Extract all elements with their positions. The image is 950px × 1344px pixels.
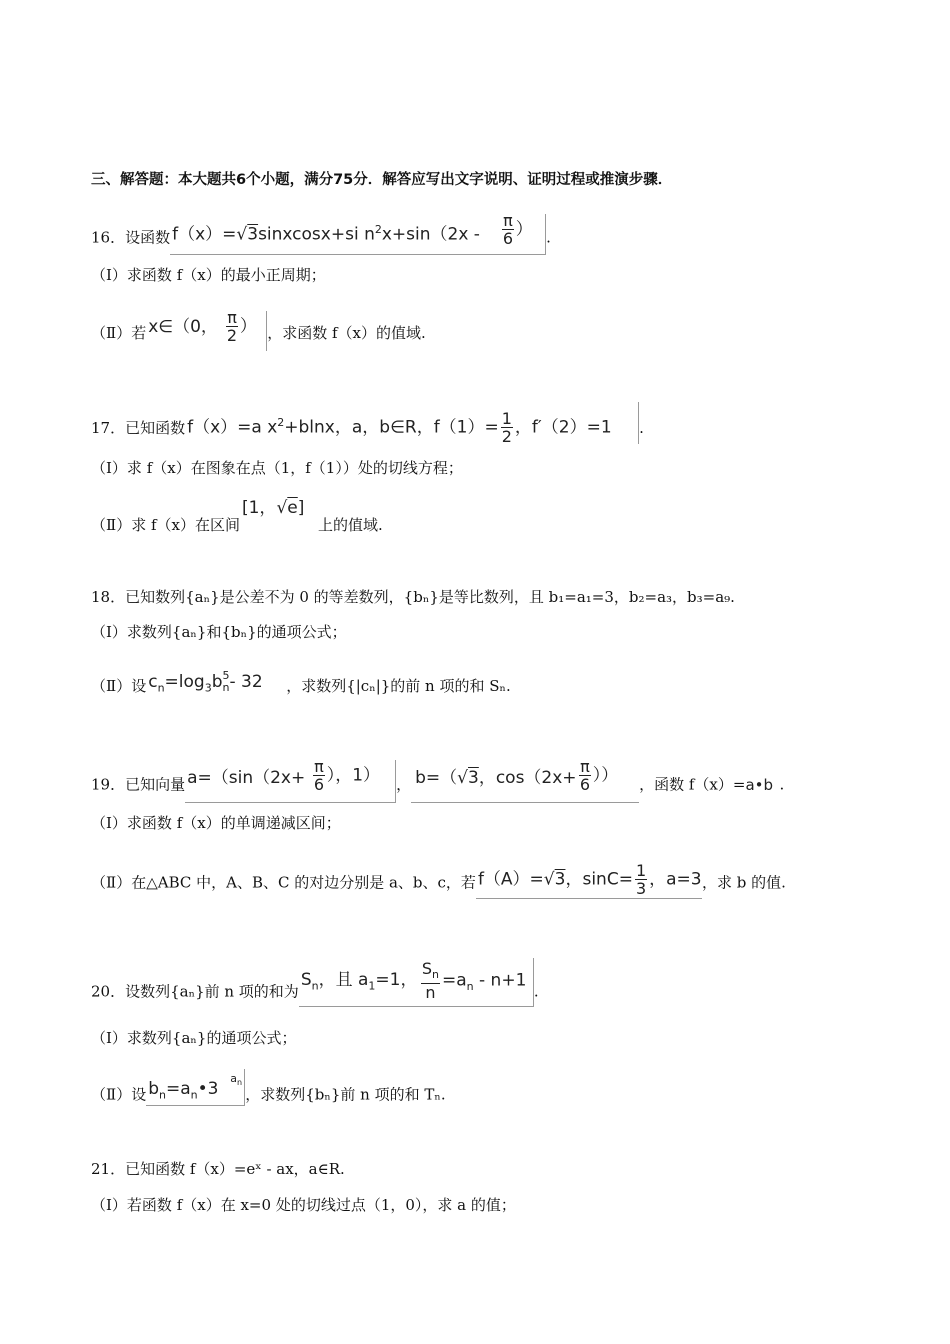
q17-part2 bbox=[91, 498, 383, 546]
q19-vec-b-image: b=（√3，cos（2x+ $\frac{\pi}{6}$ ）） bbox=[411, 760, 639, 803]
q18-formula-tail: - 32 bbox=[229, 672, 263, 692]
q19-part2-formula-image: f（A）=√3，sinC= $\frac{1}{3}$ ，a=3 bbox=[476, 856, 702, 899]
q19-dot-image bbox=[745, 771, 779, 797]
q20-formula-s: S bbox=[300, 970, 312, 990]
q19-part2-formula-c: ，a=3 bbox=[649, 869, 702, 890]
q19-part2-frac-den: 3 bbox=[635, 879, 647, 898]
q18-part1: （Ⅰ）求数列{aₙ}和{bₙ}的通项公式； bbox=[91, 623, 347, 641]
q19-vec-a-fraction bbox=[313, 758, 325, 793]
q17-part1: （Ⅰ）求 f（x）在图象在点（1，f（1））处的切线方程； bbox=[91, 459, 463, 477]
q16-frac-num: π bbox=[503, 211, 513, 230]
q17-interval-sqrt: e bbox=[287, 498, 298, 518]
q16-frac-den: 6 bbox=[502, 229, 513, 248]
q20-part2-b: b bbox=[148, 1079, 159, 1099]
q20-part2-sup-n: n bbox=[236, 1078, 243, 1088]
q16-stem-prefix: 16．设函数 bbox=[91, 228, 171, 247]
q19-part2-formula-a: f（A）= bbox=[477, 869, 544, 890]
q19-dot-formula: a•b bbox=[745, 775, 774, 794]
q20-stem-prefix: 20．设数列{aₙ}前 n 项的和为 bbox=[91, 982, 299, 1001]
q17-fraction bbox=[501, 410, 513, 445]
q20-formula-image bbox=[299, 958, 534, 1007]
q18-formula-image bbox=[146, 666, 286, 698]
q16-formula-lhs: f（x）= bbox=[172, 224, 237, 245]
q20-part2-suffix: ，求数列{bₙ}前 n 项的和 Tₙ. bbox=[245, 1085, 446, 1104]
q20-formula-sn: n bbox=[311, 979, 319, 993]
q16-part2-prefix: （Ⅱ）若 bbox=[91, 324, 147, 342]
q20-fraction bbox=[421, 960, 440, 1001]
q20-part2-prefix: （Ⅱ）设 bbox=[91, 1085, 147, 1104]
q20-formula-eq1: =1， bbox=[375, 970, 418, 990]
q20-part2-eq: =a bbox=[165, 1079, 191, 1099]
q16-formula-sqrt: 3 bbox=[247, 224, 259, 245]
q19-vec-a-close: ），1） bbox=[326, 765, 381, 786]
q19-stem-mid: ，函数 f（x）= bbox=[639, 775, 746, 794]
q20-frac-num-s: S bbox=[421, 959, 432, 978]
q19-vec-a-image bbox=[185, 757, 396, 803]
q19-vec-b-mid: ，cos（2x+ bbox=[478, 768, 577, 788]
q20-part1: （Ⅰ）求数列{aₙ}的通项公式； bbox=[91, 1029, 297, 1047]
q17-interval-close: ] bbox=[297, 498, 305, 518]
q19-part2-formula-b: ，sinC= bbox=[565, 869, 633, 890]
q19-stem bbox=[91, 757, 785, 807]
q19-vec-b-close: ）） bbox=[592, 765, 619, 786]
q16-stem-suffix: . bbox=[546, 228, 551, 247]
q19-vec-b-formula: b=（ bbox=[415, 768, 458, 788]
q20-stem-suffix: . bbox=[533, 982, 539, 1001]
q17-frac-den: 2 bbox=[501, 427, 512, 446]
q20-part2 bbox=[91, 1072, 446, 1114]
q18-formula-b: b bbox=[211, 672, 223, 692]
q16-part2-fraction bbox=[226, 309, 238, 344]
q19-part2-fraction bbox=[635, 862, 647, 897]
q17-stem-suffix: . bbox=[639, 419, 644, 437]
q19-part2-frac-num: 1 bbox=[635, 861, 647, 880]
q17-frac-num: 1 bbox=[501, 409, 512, 428]
q20-formula-an: n bbox=[466, 979, 474, 993]
q19-stem-prefix: 19．已知向量 bbox=[91, 775, 186, 794]
q17-formula-b: +blnx，a，b∈R，f（1）= bbox=[284, 417, 499, 438]
q18-part2 bbox=[91, 671, 511, 703]
q19-vec-b-frac-den: 6 bbox=[579, 775, 591, 794]
q16-fraction bbox=[502, 212, 514, 247]
q17-interval-open: [1， bbox=[241, 498, 277, 518]
q21-part1: （Ⅰ）若函数 f（x）在 x=0 处的切线过点（1，0），求 a 的值； bbox=[91, 1196, 516, 1214]
q16-part2-frac-den: 2 bbox=[226, 326, 238, 345]
q20-part2-an: n bbox=[190, 1088, 198, 1102]
q20-part2-dot3: •3 bbox=[197, 1079, 219, 1099]
q18-part2-prefix: （Ⅱ）设 bbox=[91, 677, 147, 695]
q19-part2-prefix: （Ⅱ）在△ABC 中，A、B、C 的对边分别是 a、b、c，若 bbox=[91, 873, 476, 892]
q16-part2-close: ） bbox=[239, 316, 257, 337]
q19-vec-a-frac-den: 6 bbox=[313, 775, 324, 794]
section-header: 三、解答题：本大题共6个小题，满分75分．解答应写出文字说明、证明过程或推演步骤． bbox=[91, 172, 673, 188]
q17-interval-image: [1，√e] bbox=[241, 498, 305, 518]
q16-formula-image: f（x）=√3sinxcosx+si $n^2x+\sin(2x$ - $\frac{\pi}{6}$ ） bbox=[170, 214, 546, 255]
q20-formula-1: 1 bbox=[368, 979, 376, 993]
q18-formula-base: 3 bbox=[204, 681, 212, 695]
q20-part2-sup-a: a bbox=[230, 1072, 237, 1085]
q20-formula-eq2: =a bbox=[441, 970, 467, 991]
q16-formula-sup: 2 bbox=[374, 223, 382, 236]
q17-part2-suffix: 上的值域. bbox=[317, 516, 383, 534]
q16-part2-frac-num: π bbox=[227, 308, 237, 327]
q20-frac-num bbox=[421, 960, 440, 984]
q17-formula-a: f（x）=a x bbox=[187, 417, 278, 438]
q18-stem: 18．已知数列{aₙ}是公差不为 0 的等差数列，{bₙ}是等比数列，且 b₁=a₁=3，b₂=a₃，b₃=a₉. bbox=[91, 588, 735, 606]
q18-formula-eq: =log bbox=[164, 672, 205, 692]
q19-part2 bbox=[91, 862, 786, 905]
q19-part1: （Ⅰ）求函数 f（x）的单调递减区间； bbox=[91, 814, 341, 832]
q16-part2-formula-image bbox=[146, 308, 267, 351]
q17-stem bbox=[91, 408, 644, 450]
q18-formula-n1: n bbox=[157, 681, 165, 695]
q18-formula-sup5: 5 bbox=[222, 669, 230, 682]
q20-formula-tail: - n+1 bbox=[473, 970, 527, 991]
q19-part2-suffix: ，求 b 的值. bbox=[701, 873, 786, 892]
q20-part2-formula-image bbox=[146, 1069, 245, 1106]
q21-stem: 21．已知函数 f（x）=eˣ - ax，a∈R. bbox=[91, 1160, 345, 1178]
q18-formula-n2: n bbox=[222, 681, 230, 694]
q19-vec-a-formula: a=（sin（2x+ bbox=[187, 768, 306, 788]
q17-formula-image bbox=[185, 402, 639, 444]
q20-stem bbox=[91, 959, 539, 1017]
q18-formula-c: c bbox=[148, 672, 158, 692]
q19-vec-b-fraction bbox=[579, 758, 591, 793]
q19-vec-b-sqrt: 3 bbox=[468, 768, 479, 788]
q20-formula-mid: ，且 a bbox=[318, 970, 369, 990]
q16-formula-close: ） bbox=[515, 219, 533, 240]
q16-formula-tail: x+sin（2x - bbox=[381, 224, 480, 245]
q16-part1: （Ⅰ）求函数 f（x）的最小正周期； bbox=[91, 266, 326, 284]
q16-formula-mid: sinxcosx+si n bbox=[258, 224, 375, 245]
q17-formula-sup: 2 bbox=[277, 415, 285, 429]
q20-frac-num-sub: n bbox=[431, 968, 439, 982]
q19-stem-suffix: . bbox=[779, 775, 785, 794]
q18-part2-suffix: ，求数列{|cₙ|}的前 n 项的和 Sₙ. bbox=[286, 677, 511, 695]
q19-comma: ， bbox=[396, 775, 412, 794]
q16-stem bbox=[91, 211, 551, 259]
q16-part2 bbox=[91, 308, 426, 354]
q17-formula-c: ，f′（2）=1 bbox=[514, 417, 612, 438]
q19-vec-a-frac-num: π bbox=[314, 757, 324, 776]
q19-part2-formula-sqrt: 3 bbox=[554, 869, 566, 890]
q20-frac-den: n bbox=[425, 983, 436, 1003]
q17-stem-prefix: 17．已知函数 bbox=[91, 419, 186, 437]
q19-vec-b-frac-num: π bbox=[580, 757, 590, 776]
q16-part2-formula: x∈（0， bbox=[148, 317, 218, 337]
q16-part2-suffix: ，求函数 f（x）的值域. bbox=[267, 324, 426, 342]
q20-part2-bn: n bbox=[159, 1088, 166, 1102]
q17-part2-prefix: （Ⅱ）求 f（x）在区间 bbox=[91, 516, 240, 534]
